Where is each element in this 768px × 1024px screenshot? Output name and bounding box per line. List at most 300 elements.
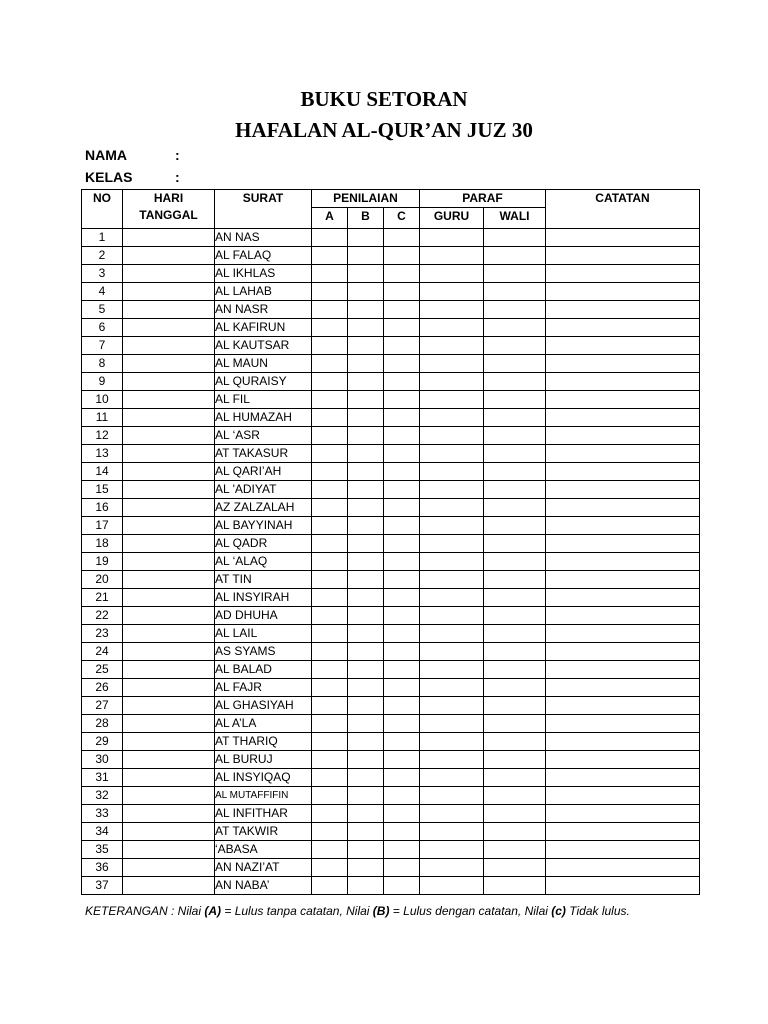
cell-nilai-a bbox=[312, 427, 348, 445]
cell-paraf-guru bbox=[420, 823, 484, 841]
row-number: 5 bbox=[82, 301, 123, 319]
table-row bbox=[82, 661, 700, 679]
cell-paraf-guru bbox=[420, 769, 484, 787]
table-row bbox=[82, 859, 700, 877]
table-row bbox=[82, 823, 700, 841]
row-number: 22 bbox=[82, 607, 123, 625]
cell-paraf-wali bbox=[484, 481, 546, 499]
cell-catatan bbox=[546, 697, 700, 715]
keterangan-text-2: = Lulus tanpa catatan, Nilai bbox=[221, 904, 373, 918]
cell-catatan bbox=[546, 841, 700, 859]
cell-paraf-wali bbox=[484, 247, 546, 265]
cell-surat: AL FIL bbox=[215, 391, 312, 409]
cell-surat: AN NAZI’AT bbox=[215, 859, 312, 877]
cell-catatan bbox=[546, 427, 700, 445]
cell-paraf-guru bbox=[420, 337, 484, 355]
cell-nilai-c bbox=[384, 823, 420, 841]
cell-paraf-wali bbox=[484, 229, 546, 247]
row-number: 11 bbox=[82, 409, 123, 427]
cell-paraf-guru bbox=[420, 805, 484, 823]
table-row bbox=[82, 625, 700, 643]
cell-nilai-c bbox=[384, 697, 420, 715]
cell-nilai-b bbox=[348, 247, 384, 265]
cell-paraf-guru bbox=[420, 643, 484, 661]
table-row bbox=[82, 427, 700, 445]
table-row bbox=[82, 373, 700, 391]
cell-nilai-c bbox=[384, 301, 420, 319]
table-row bbox=[82, 283, 700, 301]
cell-nilai-c bbox=[384, 535, 420, 553]
cell-hari-tanggal bbox=[123, 859, 215, 877]
cell-nilai-b bbox=[348, 535, 384, 553]
cell-hari-tanggal bbox=[123, 877, 215, 895]
cell-paraf-wali bbox=[484, 769, 546, 787]
row-number: 19 bbox=[82, 553, 123, 571]
cell-catatan bbox=[546, 517, 700, 535]
cell-nilai-b bbox=[348, 283, 384, 301]
row-number: 18 bbox=[82, 535, 123, 553]
cell-nilai-a bbox=[312, 877, 348, 895]
cell-hari-tanggal bbox=[123, 787, 215, 805]
cell-surat: AN NAS bbox=[215, 229, 312, 247]
table-row bbox=[82, 247, 700, 265]
cell-catatan bbox=[546, 589, 700, 607]
row-number: 8 bbox=[82, 355, 123, 373]
cell-nilai-a bbox=[312, 715, 348, 733]
cell-nilai-c bbox=[384, 265, 420, 283]
cell-surat: AL BAYYINAH bbox=[215, 517, 312, 535]
cell-surat: AL QADR bbox=[215, 535, 312, 553]
cell-catatan bbox=[546, 337, 700, 355]
row-number: 10 bbox=[82, 391, 123, 409]
header-b: B bbox=[348, 208, 384, 229]
cell-catatan bbox=[546, 643, 700, 661]
cell-hari-tanggal bbox=[123, 715, 215, 733]
cell-nilai-b bbox=[348, 823, 384, 841]
table-row bbox=[82, 751, 700, 769]
cell-surat: ‘ABASA bbox=[215, 841, 312, 859]
row-number: 9 bbox=[82, 373, 123, 391]
cell-nilai-b bbox=[348, 643, 384, 661]
cell-paraf-guru bbox=[420, 571, 484, 589]
cell-hari-tanggal bbox=[123, 823, 215, 841]
cell-paraf-guru bbox=[420, 283, 484, 301]
cell-nilai-a bbox=[312, 553, 348, 571]
row-number: 36 bbox=[82, 859, 123, 877]
header-wali: WALI bbox=[484, 208, 546, 229]
cell-paraf-wali bbox=[484, 427, 546, 445]
cell-paraf-wali bbox=[484, 751, 546, 769]
cell-catatan bbox=[546, 247, 700, 265]
cell-hari-tanggal bbox=[123, 373, 215, 391]
cell-surat: AL MAUN bbox=[215, 355, 312, 373]
cell-catatan bbox=[546, 463, 700, 481]
cell-hari-tanggal bbox=[123, 499, 215, 517]
cell-nilai-a bbox=[312, 751, 348, 769]
table-body bbox=[82, 229, 700, 895]
cell-paraf-wali bbox=[484, 733, 546, 751]
header-hari: HARI bbox=[153, 191, 184, 205]
cell-nilai-b bbox=[348, 265, 384, 283]
cell-nilai-a bbox=[312, 409, 348, 427]
cell-nilai-b bbox=[348, 355, 384, 373]
cell-paraf-wali bbox=[484, 589, 546, 607]
cell-paraf-wali bbox=[484, 841, 546, 859]
cell-surat: AL INSYIQAQ bbox=[215, 769, 312, 787]
cell-nilai-b bbox=[348, 229, 384, 247]
cell-nilai-b bbox=[348, 517, 384, 535]
cell-nilai-b bbox=[348, 751, 384, 769]
table-row bbox=[82, 589, 700, 607]
nama-colon: : bbox=[175, 147, 180, 163]
row-number: 23 bbox=[82, 625, 123, 643]
cell-surat: AL LAHAB bbox=[215, 283, 312, 301]
cell-nilai-a bbox=[312, 517, 348, 535]
cell-nilai-a bbox=[312, 535, 348, 553]
cell-paraf-guru bbox=[420, 499, 484, 517]
cell-catatan bbox=[546, 319, 700, 337]
header-penilaian: PENILAIAN bbox=[312, 190, 420, 208]
cell-nilai-a bbox=[312, 229, 348, 247]
cell-nilai-a bbox=[312, 337, 348, 355]
cell-nilai-c bbox=[384, 841, 420, 859]
cell-paraf-guru bbox=[420, 463, 484, 481]
cell-paraf-guru bbox=[420, 445, 484, 463]
cell-nilai-b bbox=[348, 427, 384, 445]
row-number: 20 bbox=[82, 571, 123, 589]
cell-hari-tanggal bbox=[123, 427, 215, 445]
cell-surat: AL QARI’AH bbox=[215, 463, 312, 481]
cell-nilai-b bbox=[348, 409, 384, 427]
cell-paraf-wali bbox=[484, 715, 546, 733]
cell-nilai-b bbox=[348, 805, 384, 823]
row-number: 14 bbox=[82, 463, 123, 481]
cell-hari-tanggal bbox=[123, 661, 215, 679]
cell-paraf-guru bbox=[420, 679, 484, 697]
cell-nilai-b bbox=[348, 697, 384, 715]
cell-catatan bbox=[546, 859, 700, 877]
cell-paraf-guru bbox=[420, 877, 484, 895]
cell-surat: AL A’LA bbox=[215, 715, 312, 733]
cell-nilai-c bbox=[384, 481, 420, 499]
keterangan-grade-c: (c) bbox=[551, 904, 566, 918]
cell-nilai-c bbox=[384, 643, 420, 661]
cell-paraf-guru bbox=[420, 535, 484, 553]
cell-paraf-guru bbox=[420, 319, 484, 337]
header-c: C bbox=[384, 208, 420, 229]
cell-paraf-guru bbox=[420, 355, 484, 373]
cell-hari-tanggal bbox=[123, 481, 215, 499]
table-row bbox=[82, 769, 700, 787]
header-tanggal: TANGGAL bbox=[139, 208, 198, 222]
cell-nilai-a bbox=[312, 805, 348, 823]
cell-hari-tanggal bbox=[123, 679, 215, 697]
cell-paraf-wali bbox=[484, 265, 546, 283]
cell-nilai-c bbox=[384, 571, 420, 589]
cell-nilai-b bbox=[348, 679, 384, 697]
cell-hari-tanggal bbox=[123, 247, 215, 265]
table-row bbox=[82, 733, 700, 751]
cell-paraf-wali bbox=[484, 409, 546, 427]
table-row bbox=[82, 715, 700, 733]
cell-paraf-guru bbox=[420, 625, 484, 643]
cell-catatan bbox=[546, 787, 700, 805]
cell-nilai-c bbox=[384, 661, 420, 679]
document-title-line1: BUKU SETORAN bbox=[300, 87, 468, 111]
row-number: 29 bbox=[82, 733, 123, 751]
keterangan-grade-a: (A) bbox=[204, 904, 222, 918]
header-a: A bbox=[312, 208, 348, 229]
cell-nilai-a bbox=[312, 679, 348, 697]
cell-nilai-b bbox=[348, 625, 384, 643]
cell-surat: AZ ZALZALAH bbox=[215, 499, 312, 517]
cell-paraf-wali bbox=[484, 373, 546, 391]
cell-surat: AL MUTAFFIFIN bbox=[215, 787, 312, 805]
cell-hari-tanggal bbox=[123, 625, 215, 643]
cell-paraf-wali bbox=[484, 355, 546, 373]
cell-nilai-c bbox=[384, 553, 420, 571]
cell-surat: AL ‘ASR bbox=[215, 427, 312, 445]
table-row bbox=[82, 841, 700, 859]
cell-hari-tanggal bbox=[123, 553, 215, 571]
cell-surat: AD DHUHA bbox=[215, 607, 312, 625]
cell-surat: AS SYAMS bbox=[215, 643, 312, 661]
cell-nilai-c bbox=[384, 409, 420, 427]
cell-paraf-guru bbox=[420, 409, 484, 427]
cell-hari-tanggal bbox=[123, 841, 215, 859]
cell-paraf-wali bbox=[484, 319, 546, 337]
cell-nilai-b bbox=[348, 589, 384, 607]
row-number: 15 bbox=[82, 481, 123, 499]
cell-surat: AL KAUTSAR bbox=[215, 337, 312, 355]
cell-paraf-wali bbox=[484, 697, 546, 715]
cell-paraf-wali bbox=[484, 535, 546, 553]
cell-catatan bbox=[546, 229, 700, 247]
cell-surat: AL HUMAZAH bbox=[215, 409, 312, 427]
cell-paraf-wali bbox=[484, 607, 546, 625]
kelas-colon: : bbox=[175, 169, 180, 185]
nama-label: NAMA bbox=[85, 147, 127, 163]
cell-nilai-c bbox=[384, 391, 420, 409]
setoran-table bbox=[81, 189, 700, 895]
cell-nilai-c bbox=[384, 247, 420, 265]
cell-hari-tanggal bbox=[123, 301, 215, 319]
cell-nilai-b bbox=[348, 319, 384, 337]
cell-nilai-a bbox=[312, 661, 348, 679]
cell-nilai-a bbox=[312, 265, 348, 283]
cell-hari-tanggal bbox=[123, 805, 215, 823]
cell-nilai-a bbox=[312, 301, 348, 319]
cell-nilai-c bbox=[384, 355, 420, 373]
cell-catatan bbox=[546, 625, 700, 643]
cell-nilai-a bbox=[312, 841, 348, 859]
table-row bbox=[82, 607, 700, 625]
cell-paraf-guru bbox=[420, 517, 484, 535]
row-number: 13 bbox=[82, 445, 123, 463]
cell-surat: AL BURUJ bbox=[215, 751, 312, 769]
table-row bbox=[82, 481, 700, 499]
cell-nilai-b bbox=[348, 715, 384, 733]
cell-hari-tanggal bbox=[123, 571, 215, 589]
cell-nilai-c bbox=[384, 679, 420, 697]
cell-nilai-a bbox=[312, 463, 348, 481]
cell-catatan bbox=[546, 661, 700, 679]
cell-paraf-guru bbox=[420, 733, 484, 751]
cell-paraf-guru bbox=[420, 859, 484, 877]
cell-nilai-a bbox=[312, 787, 348, 805]
row-number: 25 bbox=[82, 661, 123, 679]
cell-surat: AL BALAD bbox=[215, 661, 312, 679]
cell-surat: AL KAFIRUN bbox=[215, 319, 312, 337]
row-number: 6 bbox=[82, 319, 123, 337]
cell-nilai-c bbox=[384, 877, 420, 895]
row-number: 27 bbox=[82, 697, 123, 715]
table-row bbox=[82, 301, 700, 319]
cell-hari-tanggal bbox=[123, 517, 215, 535]
cell-nilai-c bbox=[384, 589, 420, 607]
row-number: 17 bbox=[82, 517, 123, 535]
cell-nilai-a bbox=[312, 769, 348, 787]
cell-catatan bbox=[546, 301, 700, 319]
table-row bbox=[82, 409, 700, 427]
table-row bbox=[82, 229, 700, 247]
cell-hari-tanggal bbox=[123, 463, 215, 481]
cell-nilai-c bbox=[384, 607, 420, 625]
cell-hari-tanggal bbox=[123, 769, 215, 787]
row-number: 37 bbox=[82, 877, 123, 895]
cell-surat: AN NABA’ bbox=[215, 877, 312, 895]
cell-nilai-b bbox=[348, 607, 384, 625]
cell-nilai-c bbox=[384, 787, 420, 805]
cell-catatan bbox=[546, 733, 700, 751]
cell-nilai-a bbox=[312, 391, 348, 409]
table-row bbox=[82, 337, 700, 355]
keterangan-grade-b: (B) bbox=[372, 904, 390, 918]
table-header bbox=[82, 190, 700, 229]
cell-paraf-wali bbox=[484, 877, 546, 895]
cell-paraf-guru bbox=[420, 589, 484, 607]
kelas-label: KELAS bbox=[85, 169, 133, 185]
cell-surat: AL ‘ALAQ bbox=[215, 553, 312, 571]
cell-nilai-b bbox=[348, 553, 384, 571]
row-number: 33 bbox=[82, 805, 123, 823]
cell-nilai-c bbox=[384, 373, 420, 391]
header-hari-tanggal bbox=[123, 190, 215, 229]
cell-hari-tanggal bbox=[123, 445, 215, 463]
header-guru: GURU bbox=[420, 208, 484, 229]
cell-nilai-c bbox=[384, 337, 420, 355]
cell-paraf-wali bbox=[484, 391, 546, 409]
cell-surat: AT TAKWIR bbox=[215, 823, 312, 841]
cell-hari-tanggal bbox=[123, 733, 215, 751]
cell-nilai-a bbox=[312, 247, 348, 265]
cell-nilai-b bbox=[348, 499, 384, 517]
keterangan-text-3: = Lulus dengan catatan, Nilai bbox=[389, 904, 552, 918]
cell-nilai-b bbox=[348, 337, 384, 355]
cell-hari-tanggal bbox=[123, 337, 215, 355]
keterangan-note bbox=[85, 903, 630, 919]
cell-nilai-c bbox=[384, 427, 420, 445]
cell-nilai-b bbox=[348, 571, 384, 589]
cell-paraf-guru bbox=[420, 607, 484, 625]
cell-catatan bbox=[546, 481, 700, 499]
cell-paraf-guru bbox=[420, 373, 484, 391]
cell-paraf-wali bbox=[484, 301, 546, 319]
row-number: 4 bbox=[82, 283, 123, 301]
cell-surat: AT TAKASUR bbox=[215, 445, 312, 463]
cell-nilai-b bbox=[348, 481, 384, 499]
table-row bbox=[82, 391, 700, 409]
cell-nilai-c bbox=[384, 445, 420, 463]
cell-nilai-c bbox=[384, 751, 420, 769]
cell-hari-tanggal bbox=[123, 697, 215, 715]
cell-hari-tanggal bbox=[123, 391, 215, 409]
table-row bbox=[82, 265, 700, 283]
table-row bbox=[82, 571, 700, 589]
row-number: 7 bbox=[82, 337, 123, 355]
cell-paraf-wali bbox=[484, 463, 546, 481]
cell-nilai-b bbox=[348, 859, 384, 877]
row-number: 34 bbox=[82, 823, 123, 841]
cell-nilai-a bbox=[312, 607, 348, 625]
cell-paraf-guru bbox=[420, 247, 484, 265]
cell-nilai-a bbox=[312, 697, 348, 715]
cell-surat: AL FALAQ bbox=[215, 247, 312, 265]
cell-catatan bbox=[546, 391, 700, 409]
table-row bbox=[82, 697, 700, 715]
cell-paraf-wali bbox=[484, 517, 546, 535]
cell-paraf-guru bbox=[420, 391, 484, 409]
row-number: 24 bbox=[82, 643, 123, 661]
header-paraf: PARAF bbox=[420, 190, 546, 208]
cell-paraf-wali bbox=[484, 499, 546, 517]
cell-hari-tanggal bbox=[123, 265, 215, 283]
row-number: 2 bbox=[82, 247, 123, 265]
table-row bbox=[82, 535, 700, 553]
row-number: 30 bbox=[82, 751, 123, 769]
cell-nilai-b bbox=[348, 373, 384, 391]
cell-nilai-b bbox=[348, 769, 384, 787]
cell-paraf-guru bbox=[420, 661, 484, 679]
cell-paraf-guru bbox=[420, 553, 484, 571]
table-row bbox=[82, 877, 700, 895]
cell-nilai-b bbox=[348, 841, 384, 859]
cell-paraf-guru bbox=[420, 301, 484, 319]
keterangan-text-1: KETERANGAN : Nilai bbox=[85, 904, 205, 918]
row-number: 31 bbox=[82, 769, 123, 787]
cell-catatan bbox=[546, 535, 700, 553]
cell-nilai-a bbox=[312, 625, 348, 643]
cell-catatan bbox=[546, 823, 700, 841]
cell-hari-tanggal bbox=[123, 751, 215, 769]
table-row bbox=[82, 787, 700, 805]
cell-paraf-wali bbox=[484, 643, 546, 661]
table-row bbox=[82, 355, 700, 373]
cell-hari-tanggal bbox=[123, 589, 215, 607]
row-number: 1 bbox=[82, 229, 123, 247]
table-row bbox=[82, 517, 700, 535]
table-row bbox=[82, 553, 700, 571]
cell-nilai-c bbox=[384, 463, 420, 481]
row-number: 3 bbox=[82, 265, 123, 283]
header-no: NO bbox=[82, 190, 123, 229]
cell-nilai-c bbox=[384, 499, 420, 517]
cell-surat: AL FAJR bbox=[215, 679, 312, 697]
cell-nilai-c bbox=[384, 769, 420, 787]
cell-nilai-b bbox=[348, 463, 384, 481]
cell-surat: AL 'ADIYAT bbox=[215, 481, 312, 499]
cell-catatan bbox=[546, 445, 700, 463]
